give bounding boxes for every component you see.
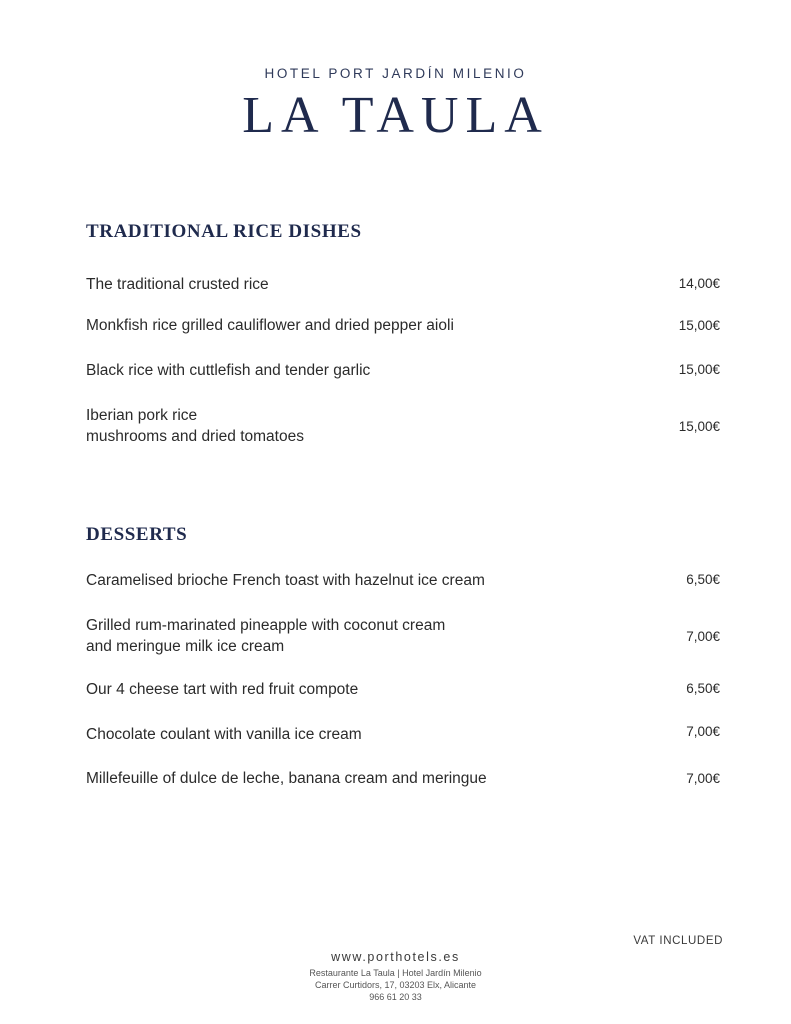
menu-item-name-line: Iberian pork rice [86, 407, 198, 424]
menu-item-name: Black rice with cuttlefish and tender garlic [86, 362, 371, 379]
hotel-name: HOTEL PORT JARDÍN MILENIO [264, 66, 527, 81]
menu-item-name: Millefeuille of dulce de leche, banana cream and meringue [86, 770, 487, 787]
menu-item-price: 6,50€ [686, 572, 720, 587]
footer-website[interactable]: www.porthotels.es [331, 950, 460, 964]
menu-item-name: Monkfish rice grilled cauliflower and dried pepper aioli [86, 317, 454, 334]
section-title-rice: TRADITIONAL RICE DISHES [86, 221, 362, 242]
menu-item-name [86, 406, 551, 447]
menu-item-name [86, 616, 551, 657]
menu-item-price: 15,00€ [678, 419, 720, 434]
menu-item-name: Caramelised brioche French toast with hazelnut ice cream [86, 572, 485, 589]
menu-item-price: 7,00€ [686, 629, 720, 644]
menu-item-price: 14,00€ [678, 276, 720, 291]
menu-item-price: 15,00€ [678, 362, 720, 377]
footer-address-line: Restaurante La Taula | Hotel Jardín Milenio [309, 968, 482, 978]
section-title-desserts: DESSERTS [86, 524, 188, 545]
menu-item-price: 7,00€ [686, 724, 720, 739]
footer-address-line: Carrer Curtidors, 17, 03203 Elx, Alicante [314, 980, 477, 990]
restaurant-title: LA TAULA [242, 87, 549, 144]
vat-note: VAT INCLUDED [633, 935, 723, 947]
menu-item-name: Chocolate coulant with vanilla ice cream [86, 726, 362, 743]
menu-item-name-line: Grilled rum-marinated pineapple with coconut cream [86, 617, 446, 634]
menu-item-name: The traditional crusted rice [86, 276, 269, 293]
footer-phone: 966 61 20 33 [369, 992, 422, 1002]
menu-item-name-line: mushrooms and dried tomatoes [86, 427, 304, 445]
menu-item-price: 7,00€ [686, 771, 720, 786]
menu-item-price: 15,00€ [678, 318, 720, 333]
menu-item-price: 6,50€ [686, 681, 720, 696]
menu-item-name-line: and meringue milk ice cream [86, 637, 285, 655]
menu-item-name: Our 4 cheese tart with red fruit compote [86, 681, 359, 698]
